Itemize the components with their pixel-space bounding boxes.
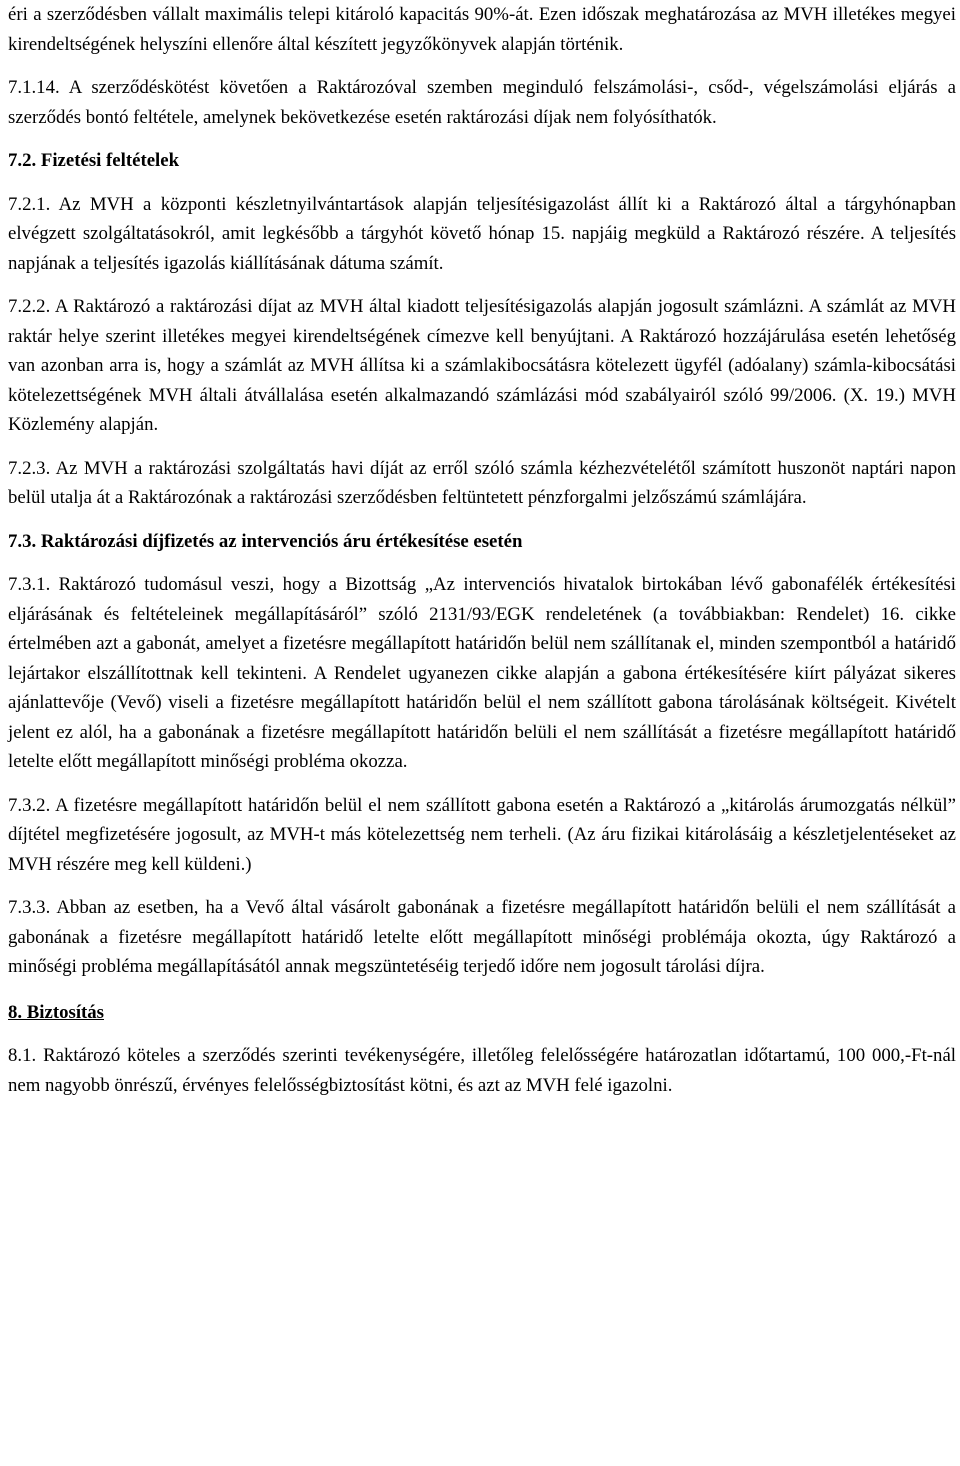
paragraph-7-2-2: 7.2.2. A Raktározó a raktározási díjat az MVH által kiadott teljesítésigazolás alapján jogosult számlázni. A számlát az MVH raktár helye szerint illetékes megyei kirendeltségének címezve kell benyújtani. A Raktározó hozzájárulása esetén lehetőség van azonban arra is, hogy a számlát az MVH állítsa ki a számlakibocsátásra kötelezett ügyfél (adóalany) számla-kibocsátási kötelezettségének MVH általi átvállalása esetén alkalmazandó számlázási mód szabályairól szóló 99/2006. (X. 19.) MVH Közlemény alapján. bbox=[8, 296, 956, 435]
paragraph-7-2-1: 7.2.1. Az MVH a központi készletnyilvántartások alapján teljesítésigazolást állít ki a Raktározó által a tárgyhónapban elvégzett szolgáltatásokról, amit legkésőbb a tárgyhót követő hónap 15. napjáig megküld a Raktározó részére. A teljesítés napjának a teljesítés igazolás kiállításának dátuma számít. bbox=[8, 193, 956, 274]
paragraph-7-3-2: 7.3.2. A fizetésre megállapított határidőn belül el nem szállított gabona esetén a Raktározó a „kitárolás árumozgatás nélkül” díjtétel megfizetésére jogosult, az MVH-t más kötelezettség nem terheli. (Az áru fizikai kitárolásáig a készletjelentéseket az MVH részére meg kell küldeni.) bbox=[8, 794, 956, 875]
paragraph-7-3-1: 7.3.1. Raktározó tudomásul veszi, hogy a Bizottság „Az intervenciós hivatalok birtokában lévő gabonafélék értékesítési eljárásának és feltételeinek megállapításáról” szóló 2131/93/EGK rendeletének (a továbbiakban: Rendelet) 16. cikke értelmében azt a gabonát, amelyet a fizetésre megállapított határidőn belül nem szállítanak el, minden szempontból a határidő lejártakor elszállítottnak kell tekinteni. A Rendelet ugyanezen cikke alapján a gabona értékesítésére kiírt pályázat sikeres ajánlattevője (Vevő) viseli a fizetésre megállapított határidőn belül el nem szállított gabona tárolásának költségeit. Kivételt jelent ez alól, ha a gabonának a fizetésre megállapított határidőn belüli el nem szállítását a fizetésre megállapított határidő letelte előtt megállapított minőségi probléma okozza. bbox=[8, 574, 956, 772]
paragraph-7-3-3: 7.3.3. Abban az esetben, ha a Vevő által vásárolt gabonának a fizetésre megállapított határidőn belüli el nem szállítását a gabonának a fizetésre megállapított határidő letelte előtt megállapított minőségi problémája okozta, úgy Raktározó a minőségi probléma megállapításától annak megszüntetéséig terjedő időre nem jogosult tárolási díjra. bbox=[8, 897, 956, 977]
section-heading-8: 8. Biztosítás bbox=[8, 1001, 104, 1023]
document-body bbox=[8, 0, 956, 1100]
paragraph-7-1-14: 7.1.14. A szerződéskötést követően a Raktározóval szemben meginduló felszámolási-, csőd-, végelszámolási eljárás a szerződés bontó feltétele, amelynek bekövetkezése esetén raktározási díjak nem folyósíthatók. bbox=[8, 77, 956, 128]
paragraph-7-2-3: 7.2.3. Az MVH a raktározási szolgáltatás havi díját az erről szóló számla kézhezvételétől számított huszonöt naptári napon belül utalja át a Raktározónak a raktározási szerződésben feltüntetett pénzforgalmi jelzőszámú számlájára. bbox=[8, 457, 956, 508]
section-heading-7-2: 7.2. Fizetési feltételek bbox=[8, 150, 180, 171]
paragraph-8-1: 8.1. Raktározó köteles a szerződés szerinti tevékenységére, illetőleg felelősségére határozatlan időtartamú, 100 000,-Ft-nál nem nagyobb önrészű, érvényes felelősségbiztosítást kötni, és azt az MVH felé igazolni. bbox=[8, 1045, 956, 1096]
paragraph-capacity-continuation: éri a szerződésben vállalt maximális telepi kitároló kapacitás 90%-át. Ezen időszak meghatározása az MVH illetékes megyei kirendeltségének helyszíni ellenőre által készített jegyzőkönyvek alapján történik. bbox=[8, 4, 956, 55]
section-heading-7-3: 7.3. Raktározási díjfizetés az intervenciós áru értékesítése esetén bbox=[8, 530, 523, 552]
